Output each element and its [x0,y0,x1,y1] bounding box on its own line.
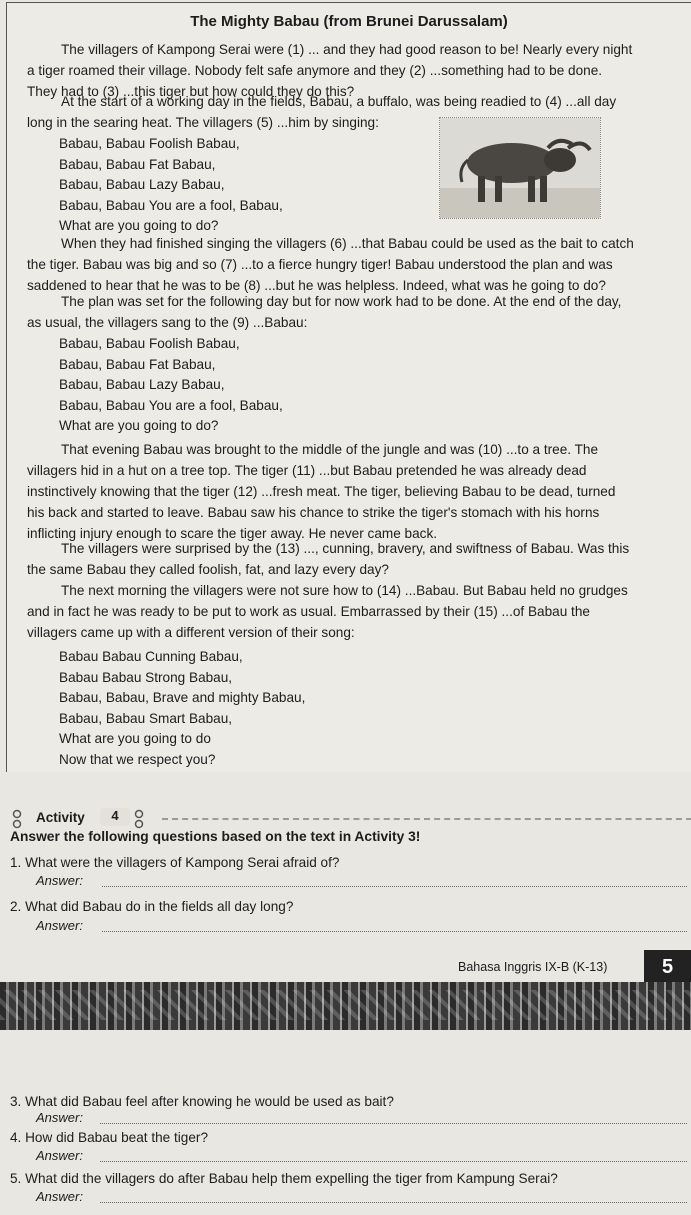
divider [162,818,691,820]
text-line: his back and started to leave. Babau saw his chance to strike the tiger's stomach with his horns [27,505,600,520]
activity-number: 4 [100,808,130,826]
paragraph-4 [27,291,683,333]
text-line: long in the searing heat. The villagers (5) ...him by singing: [27,115,379,130]
text-line: At the start of a working day in the fields, Babau, a buffalo, was being readied to (4) ...all day [61,94,617,109]
song-line: Babau, Babau, Brave and mighty Babau, [59,690,306,706]
answer-line-3[interactable] [100,1123,687,1124]
answer-line-2[interactable] [102,931,687,932]
activity-label: Activity [36,810,85,825]
text-line: When they had finished singing the villagers (6) ...that Babau could be used as the bait to catch [61,236,634,251]
ring-binder-icon [12,809,22,829]
song-verse-2 [59,334,283,437]
text-line: villagers came up with a different version of their song: [27,625,355,640]
text-line: That evening Babau was brought to the middle of the jungle and was (10) ...to a tree. The [61,442,599,457]
buffalo-icon [440,118,600,218]
song-line: Babau, Babau You are a fool, Babau, [59,397,283,413]
song-line: What are you going to do? [59,218,219,234]
decorative-pattern [0,990,691,1020]
text-line: the tiger. Babau was big and so (7) ...to a fierce hungry tiger! Babau understood the plan and was [27,257,613,272]
paragraph-6 [27,538,683,580]
song-line: What are you going to do [59,731,211,747]
activity-instruction: Answer the following questions based on the text in Activity 3! [10,829,421,844]
song-line: Babau, Babau Lazy Babau, [59,377,225,393]
song-line: What are you going to do? [59,418,219,434]
ring-binder-icon [134,809,144,829]
text-line: saddened to hear that he was to be (8) ...but he was helpless. Indeed, what was he going to do? [27,278,606,293]
text-line: They had to (3) ...this tiger but how could they do this? [27,84,355,99]
answer-line-1[interactable] [102,886,687,887]
story-panel [6,2,691,772]
text-line: villagers hid in a hut on a tree top. The tiger (11) ...but Babau pretended he was already dead [27,463,587,478]
song-line: Babau, Babau Lazy Babau, [59,177,225,193]
answer-line-5[interactable] [100,1202,687,1203]
song-line: Now that we respect you? [59,751,216,767]
story-title: The Mighty Babau (from Brunei Darussalam) [190,13,508,30]
song-line: Babau, Babau Smart Babau, [59,710,233,726]
song-line: Babau, Babau Foolish Babau, [59,136,240,151]
text-line: The plan was set for the following day but for now work had to be done. At the end of the day, [61,294,622,309]
text-line: instinctively knowing that the tiger (12) ...fresh meat. The tiger, believing Babau to be dead, turned [27,484,616,499]
song-line: Babau, Babau Foolish Babau, [59,336,240,351]
text-line: The villagers of Kampong Serai were (1) ... and they had good reason to be! Nearly every night [61,42,633,57]
page-number: 5 [644,950,691,984]
paragraph-5 [27,439,683,544]
song-line: Babau, Babau You are a fool, Babau, [59,197,283,213]
text-line: a tiger roamed their village. Nobody felt safe anymore and they (2) ...something had to be done. [27,63,603,78]
activity-header [12,806,691,830]
song-line: Babau, Babau Fat Babau, [59,356,216,372]
answer-label: Answer: [36,1110,83,1125]
question-2: 2. What did Babau do in the fields all day long? [10,899,294,914]
text-line: the same Babau they called foolish, fat, and lazy every day? [27,562,389,577]
text-line: as usual, the villagers sang to the (9) ...Babau: [27,315,308,330]
answer-label: Answer: [36,1189,83,1204]
question-5: 5. What did the villagers do after Babau help them expelling the tiger from Kampung Serai? [10,1171,558,1186]
song-verse-1 [59,134,283,237]
answer-label: Answer: [36,873,83,888]
paragraph-7 [27,580,683,643]
song-line: Babau Babau Cunning Babau, [59,649,243,664]
answer-line-4[interactable] [100,1161,687,1162]
text-line: and in fact he was ready to be put to work as usual. Embarrassed by their (15) ...of Babau the [27,604,590,619]
book-title: Bahasa Inggris IX-B (K-13) [458,960,608,974]
answer-label: Answer: [36,918,83,933]
song-verse-3 [59,647,305,771]
song-line: Babau Babau Strong Babau, [59,669,233,685]
question-4: 4. How did Babau beat the tiger? [10,1130,208,1145]
text-line: inflicting injury enough to scare the tiger away. He never came back. [27,526,438,541]
text-line: The villagers were surprised by the (13) ..., cunning, bravery, and swiftness of Babau. Was this [61,541,630,556]
text-line: The next morning the villagers were not sure how to (14) ...Babau. But Babau held no grudges [61,583,628,598]
paragraph-3 [27,233,683,296]
question-3: 3. What did Babau feel after knowing he would be used as bait? [10,1094,394,1109]
song-line: Babau, Babau Fat Babau, [59,156,216,172]
question-1: 1. What were the villagers of Kampong Serai afraid of? [10,855,340,870]
answer-label: Answer: [36,1148,83,1163]
buffalo-photo [439,117,601,219]
